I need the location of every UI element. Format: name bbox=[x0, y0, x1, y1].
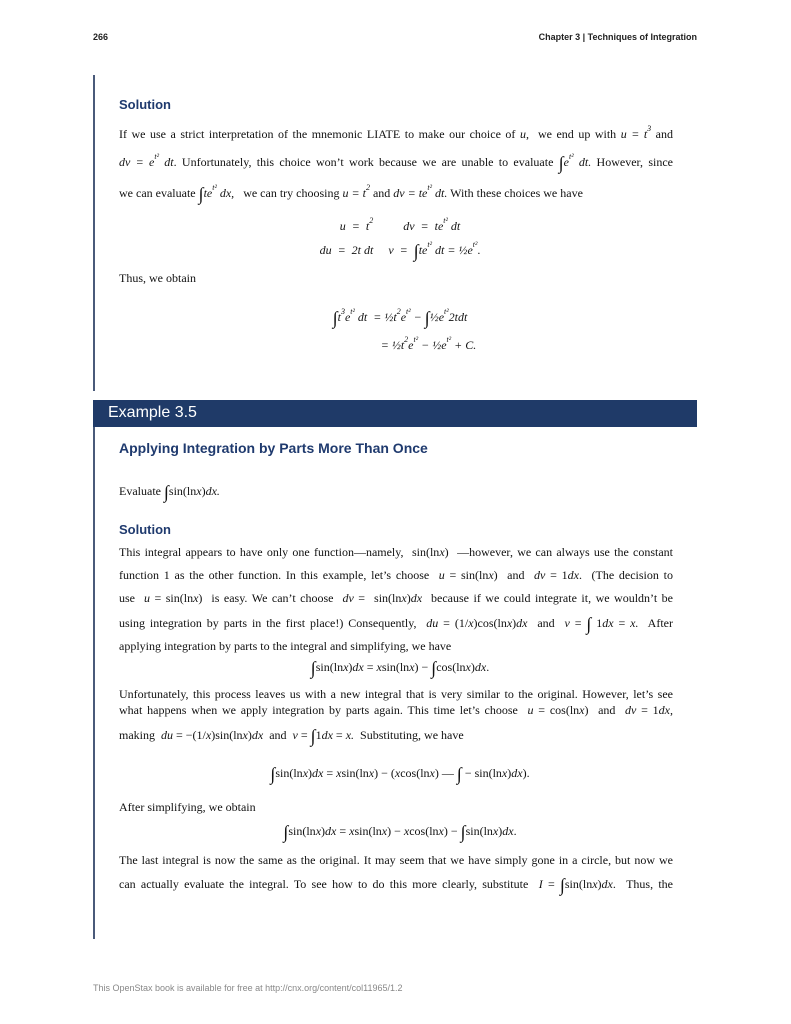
math-text: v bbox=[292, 728, 298, 742]
math-text: dx bbox=[251, 728, 264, 742]
math-text: dx bbox=[511, 766, 523, 780]
solution-heading-2: Solution bbox=[119, 522, 171, 537]
text-run: and bbox=[527, 616, 565, 630]
solution-heading: Solution bbox=[119, 97, 171, 112]
math-text: x bbox=[579, 703, 585, 717]
display-equation bbox=[119, 765, 681, 782]
superscript: t² bbox=[568, 152, 574, 161]
text-line bbox=[119, 799, 673, 815]
text-run: ) bbox=[321, 824, 326, 838]
math-text: dx bbox=[352, 660, 364, 674]
text-run: and bbox=[263, 728, 293, 742]
example-banner bbox=[93, 400, 697, 427]
math-text: dt bbox=[158, 155, 174, 169]
superscript: 2 bbox=[369, 216, 374, 225]
text-run: After bbox=[638, 616, 673, 630]
text-run: However, since bbox=[591, 155, 673, 169]
superscript: t² bbox=[472, 240, 478, 249]
text-run: ). bbox=[522, 766, 530, 780]
math-text: te bbox=[418, 243, 428, 257]
text-run: we can evaluate bbox=[119, 186, 199, 200]
text-run: ) is easy. We can’t choose bbox=[198, 591, 343, 605]
math-text: dt. bbox=[573, 155, 592, 169]
integral-sign: ∫ bbox=[310, 726, 316, 746]
text-line bbox=[119, 180, 673, 202]
math-text: dx bbox=[516, 616, 528, 630]
text-run: )sin(ln bbox=[211, 728, 243, 742]
display-equation bbox=[119, 659, 681, 676]
math-text: dv = te bbox=[393, 186, 428, 200]
text-run: ) bbox=[470, 660, 475, 674]
text-run: sin(ln bbox=[275, 766, 303, 780]
text-run: = sin(ln bbox=[353, 591, 402, 605]
text-run: This integral appears to have only one function—namely, sin(ln bbox=[119, 545, 440, 559]
math-text: dx bbox=[325, 824, 337, 838]
math-text: u, bbox=[519, 127, 529, 141]
math-text: dt. bbox=[431, 186, 448, 200]
text-run: The last integral is now the same as the original. It may seem that we have simply gone in a circle, but now we bbox=[119, 853, 673, 867]
text-run: = bbox=[569, 616, 587, 630]
superscript: 2 bbox=[404, 335, 409, 344]
text-run: function 1 as the other function. In this example, let’s choose bbox=[119, 568, 439, 582]
math-text: x bbox=[376, 660, 382, 674]
math-text: dx bbox=[602, 616, 614, 630]
text-run: cos(ln bbox=[409, 824, 439, 838]
text-run: ) bbox=[597, 877, 602, 891]
text-run: ) bbox=[512, 616, 517, 630]
math-text: dx bbox=[312, 766, 324, 780]
footer-note: This OpenStax book is available for free at http://cnx.org/content/col11965/1.2 bbox=[93, 983, 403, 993]
text-run: applying integration by parts to the integral and simplifying, we have bbox=[119, 639, 452, 653]
math-text: e bbox=[408, 338, 414, 352]
math-text: u = t bbox=[339, 219, 370, 233]
text-run: making bbox=[119, 728, 161, 742]
text-run: we end up with bbox=[528, 127, 621, 141]
math-text: x bbox=[438, 824, 444, 838]
text-run: using integration by parts in the first place!) Consequently, bbox=[119, 616, 427, 630]
integral-sign: ∫ bbox=[270, 764, 276, 784]
math-text: dv bbox=[534, 568, 546, 582]
text-run: ) and bbox=[584, 703, 625, 717]
superscript: t² bbox=[427, 240, 433, 249]
text-line bbox=[119, 852, 673, 868]
integral-sign: ∫ bbox=[431, 658, 437, 678]
math-text: v bbox=[564, 616, 570, 630]
math-text: te bbox=[203, 186, 213, 200]
math-text: dx, bbox=[216, 186, 235, 200]
text-run: and bbox=[651, 127, 673, 141]
superscript: t² bbox=[443, 216, 448, 225]
superscript: t² bbox=[444, 307, 449, 316]
text-run: = −(1/ bbox=[173, 728, 206, 742]
math-text: dx bbox=[567, 568, 579, 582]
integral-sign: ∫ bbox=[424, 308, 430, 328]
text-run: ) − bbox=[387, 824, 404, 838]
text-run: Thus, we obtain bbox=[119, 271, 196, 285]
math-text: x bbox=[465, 660, 471, 674]
text-run: can actually evaluate the integral. To see how to do this more clearly, substitute bbox=[119, 877, 539, 891]
math-text: ½e bbox=[429, 310, 445, 324]
text-line bbox=[119, 121, 673, 142]
math-text: dv bbox=[342, 591, 354, 605]
text-run: − sin(ln bbox=[461, 766, 502, 780]
text-run: what happens when we apply integration by parts again. This time let’s choose bbox=[119, 703, 528, 717]
text-run: ) bbox=[406, 591, 411, 605]
math-text: x bbox=[394, 766, 401, 780]
math-text: dx. bbox=[205, 484, 220, 498]
solution-margin-rule bbox=[93, 75, 95, 391]
math-text: dt = ½t bbox=[354, 310, 397, 324]
text-run: sin(ln bbox=[564, 877, 593, 891]
text-run: = bbox=[613, 616, 631, 630]
math-text: x bbox=[409, 660, 415, 674]
math-text: e bbox=[563, 155, 569, 169]
math-text: x bbox=[343, 660, 349, 674]
math-text: dx bbox=[502, 824, 514, 838]
superscript: t² bbox=[154, 152, 159, 161]
math-text: dx, bbox=[658, 703, 673, 717]
math-text: x bbox=[349, 824, 355, 838]
text-line bbox=[119, 702, 673, 718]
text-run: ) − bbox=[443, 824, 461, 838]
text-run: ) − bbox=[414, 660, 432, 674]
page-number: 266 bbox=[93, 32, 109, 42]
superscript: t² bbox=[212, 183, 217, 192]
display-equation bbox=[119, 213, 681, 234]
display-equation bbox=[119, 237, 681, 259]
math-text: x bbox=[506, 616, 513, 630]
math-text: e bbox=[344, 310, 351, 324]
math-text: dx bbox=[474, 660, 487, 674]
math-text: u bbox=[527, 703, 534, 717]
integral-sign: ∫ bbox=[456, 764, 462, 784]
math-text: + C. bbox=[451, 338, 477, 352]
math-text: 2tdt bbox=[448, 310, 468, 324]
integral-sign: ∫ bbox=[310, 658, 316, 678]
text-run: = 1 bbox=[636, 703, 659, 717]
text-run: sin(ln bbox=[381, 660, 410, 674]
text-run: = (1/ bbox=[438, 616, 469, 630]
text-run: = bbox=[363, 660, 377, 674]
text-run: = bbox=[542, 877, 560, 891]
text-run: . Unfortunately, this choice won’t work because we are unable to evaluate bbox=[173, 155, 559, 169]
text-run: = cos(ln bbox=[533, 703, 580, 717]
text-run: ) —however, we can always use the constant bbox=[444, 545, 674, 559]
integral-sign: ∫ bbox=[198, 184, 204, 204]
text-run: 1 bbox=[591, 616, 603, 630]
text-run: After simplifying, we obtain bbox=[119, 800, 256, 814]
text-run: ) bbox=[348, 660, 353, 674]
superscript: 2 bbox=[396, 307, 401, 316]
display-equation bbox=[119, 332, 681, 353]
text-run: ) and bbox=[493, 568, 535, 582]
math-text: du bbox=[426, 616, 439, 630]
text-run: sin(ln bbox=[315, 660, 344, 674]
superscript: 3 bbox=[340, 307, 345, 316]
display-equation bbox=[119, 823, 681, 840]
text-line bbox=[119, 544, 673, 560]
text-line bbox=[119, 727, 673, 744]
example-margin-rule bbox=[93, 427, 95, 939]
text-run: use bbox=[119, 591, 144, 605]
text-run: ) bbox=[308, 766, 313, 780]
text-run: 1 bbox=[315, 728, 322, 742]
math-text: x. bbox=[630, 616, 639, 630]
text-run: . bbox=[513, 824, 517, 838]
math-text: − bbox=[410, 310, 425, 324]
math-text: u bbox=[438, 568, 445, 582]
math-text: x. bbox=[345, 728, 355, 742]
text-run: cos(ln bbox=[436, 660, 466, 674]
text-line bbox=[119, 876, 673, 893]
math-text: u bbox=[143, 591, 150, 605]
math-text: x bbox=[429, 766, 435, 780]
integral-sign: ∫ bbox=[332, 308, 338, 328]
math-text: = ½t bbox=[323, 338, 405, 352]
text-run: = bbox=[336, 824, 350, 838]
math-text: x bbox=[368, 766, 375, 780]
text-run: . (The decision to bbox=[578, 568, 673, 582]
text-line bbox=[119, 149, 673, 171]
math-text: x bbox=[302, 766, 309, 780]
text-run: . bbox=[486, 660, 490, 674]
math-text: x bbox=[315, 824, 322, 838]
text-run: = bbox=[297, 728, 311, 742]
text-run: = 1 bbox=[545, 568, 568, 582]
math-text: x bbox=[336, 766, 342, 780]
integral-sign: ∫ bbox=[163, 482, 169, 502]
math-text: x bbox=[492, 824, 499, 838]
integral-sign: ∫ bbox=[586, 614, 592, 634]
math-text: u = t bbox=[342, 186, 366, 200]
math-text: x bbox=[401, 591, 407, 605]
text-run: ) — bbox=[434, 766, 457, 780]
math-text: dx bbox=[410, 591, 423, 605]
text-run: . bbox=[477, 243, 481, 257]
math-text: x bbox=[439, 545, 445, 559]
math-text: e bbox=[400, 310, 407, 324]
text-run: cos(ln bbox=[400, 766, 430, 780]
text-run: sin(ln bbox=[168, 484, 197, 498]
text-run: Evaluate bbox=[119, 484, 164, 498]
text-line bbox=[119, 638, 673, 654]
math-text: dt bbox=[447, 219, 461, 233]
text-run: ) bbox=[507, 766, 512, 780]
math-text: dx bbox=[601, 877, 613, 891]
display-equation bbox=[119, 304, 681, 326]
text-line bbox=[119, 483, 673, 500]
text-run: = sin(ln bbox=[149, 591, 194, 605]
superscript: t² bbox=[446, 335, 452, 344]
text-line bbox=[119, 270, 673, 286]
text-run: If we use a strict interpretation of the mnemonic LIATE to make our choice of bbox=[119, 127, 520, 141]
math-text: x bbox=[403, 824, 410, 838]
text-run: Substituting, we have bbox=[354, 728, 464, 742]
chapter-header: Chapter 3 | Techniques of Integration bbox=[538, 32, 697, 42]
math-text: t bbox=[337, 310, 341, 324]
math-text: x bbox=[468, 616, 474, 630]
text-run: sin(ln bbox=[465, 824, 493, 838]
math-text: dv = te bbox=[373, 219, 444, 233]
integral-sign: ∫ bbox=[559, 875, 565, 895]
math-text: u = t bbox=[620, 127, 648, 141]
math-text: du bbox=[161, 728, 173, 742]
superscript: t² bbox=[350, 307, 355, 316]
math-text: x bbox=[592, 877, 598, 891]
text-run: With these choices we have bbox=[447, 186, 583, 200]
math-text: dv bbox=[624, 703, 637, 717]
text-run: Unfortunately, this process leaves us with a new integral that is very similar to the original. However, let’s see bbox=[119, 687, 673, 701]
math-text: I bbox=[538, 877, 543, 891]
text-line bbox=[119, 686, 673, 702]
math-text: x bbox=[242, 728, 248, 742]
integral-sign: ∫ bbox=[283, 822, 289, 842]
math-text: dt = ½e bbox=[432, 243, 473, 257]
math-text: x bbox=[205, 728, 212, 742]
text-run: we can try choosing bbox=[234, 186, 343, 200]
math-text: dv = e bbox=[119, 155, 155, 169]
text-run: ) − ( bbox=[374, 766, 395, 780]
text-run: and bbox=[369, 186, 394, 200]
text-run: sin(ln bbox=[288, 824, 316, 838]
math-text: − ½e bbox=[418, 338, 447, 352]
math-text: x bbox=[196, 484, 202, 498]
text-run: ) bbox=[498, 824, 503, 838]
text-run: = bbox=[323, 766, 337, 780]
text-run: . Thus, the bbox=[612, 877, 673, 891]
math-text: x bbox=[501, 766, 508, 780]
integral-sign: ∫ bbox=[413, 241, 419, 261]
text-run: = sin(ln bbox=[444, 568, 489, 582]
text-line bbox=[119, 567, 673, 583]
integral-sign: ∫ bbox=[460, 822, 466, 842]
math-text: x bbox=[488, 568, 494, 582]
example-label: Example 3.5 bbox=[108, 404, 197, 421]
text-run: ) bbox=[201, 484, 206, 498]
superscript: 3 bbox=[647, 124, 652, 133]
text-run: ) bbox=[247, 728, 252, 742]
superscript: t² bbox=[413, 335, 419, 344]
math-text: dx bbox=[321, 728, 333, 742]
text-line bbox=[119, 590, 673, 606]
text-run: because if we could integrate it, we wouldn’t be bbox=[422, 591, 673, 605]
text-run: = bbox=[332, 728, 346, 742]
example-title: Applying Integration by Parts More Than Once bbox=[119, 440, 428, 456]
integral-sign: ∫ bbox=[558, 153, 564, 173]
math-text: x bbox=[193, 591, 199, 605]
text-run: sin(ln bbox=[354, 824, 382, 838]
superscript: t² bbox=[427, 183, 432, 192]
text-run: sin(ln bbox=[341, 766, 369, 780]
superscript: t² bbox=[406, 307, 411, 316]
text-line bbox=[119, 615, 673, 632]
math-text: x bbox=[381, 824, 388, 838]
text-run: )cos(ln bbox=[473, 616, 507, 630]
math-text: du = 2t dt v = bbox=[319, 243, 414, 257]
superscript: 2 bbox=[365, 183, 370, 192]
